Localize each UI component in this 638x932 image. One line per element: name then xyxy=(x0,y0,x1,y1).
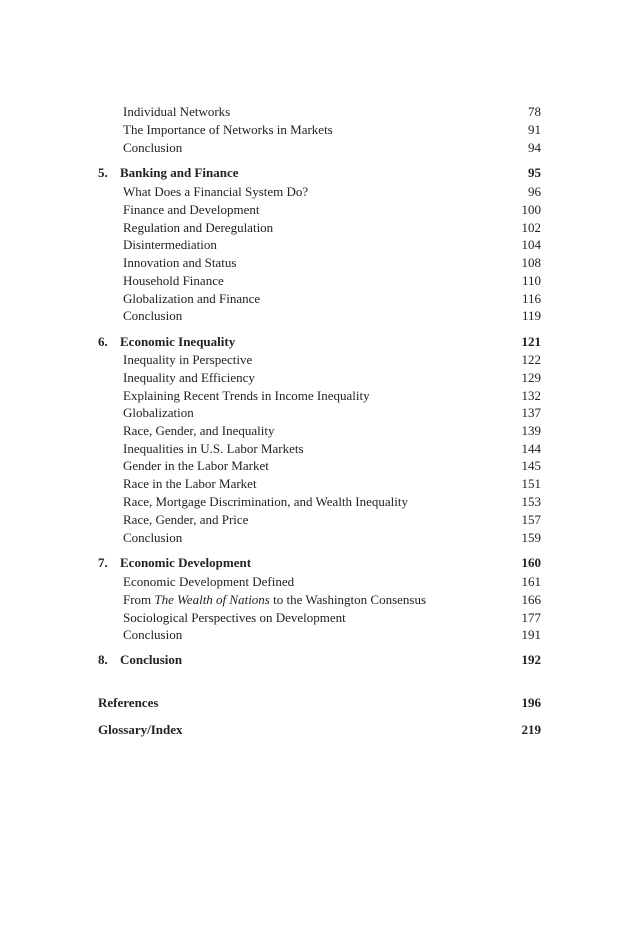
toc-backmatter-page: 219 xyxy=(521,722,541,737)
toc-entry xyxy=(0,609,638,627)
toc-chapter-page: 121 xyxy=(521,334,541,349)
toc-entry-page: 94 xyxy=(528,140,541,155)
toc-chapter-number: 7. xyxy=(98,555,108,570)
toc-chapter-title xyxy=(98,333,235,351)
toc-entry-page: 129 xyxy=(521,370,541,385)
toc-entry-title-italic: The Wealth of Nations xyxy=(154,592,270,607)
toc-entry xyxy=(0,219,638,237)
toc-entry-page: 161 xyxy=(521,574,541,589)
toc-entry xyxy=(0,139,638,157)
toc-entry-page: 166 xyxy=(521,592,541,607)
toc-chapter-page: 95 xyxy=(528,165,541,180)
toc-entry xyxy=(0,183,638,201)
toc-entry-title: Disintermediation xyxy=(123,237,217,252)
toc-backmatter-page: 196 xyxy=(521,695,541,710)
toc-entry-page: 159 xyxy=(521,530,541,545)
toc-entry-page: 139 xyxy=(521,423,541,438)
toc-entry xyxy=(0,103,638,121)
toc-entry-page: 78 xyxy=(528,104,541,119)
toc-chapter-number: 5. xyxy=(98,165,108,180)
toc-entry-title: Race, Mortgage Discrimination, and Wealth Inequality xyxy=(123,494,408,509)
toc-entry-page: 96 xyxy=(528,184,541,199)
toc-entry-title: Inequality in Perspective xyxy=(123,352,253,367)
toc-entry xyxy=(0,369,638,387)
toc-entry-title: Conclusion xyxy=(123,140,183,155)
toc-entry xyxy=(0,626,638,644)
toc-entry xyxy=(0,351,638,369)
toc-entry-page: 102 xyxy=(521,220,541,235)
toc-chapter-page: 192 xyxy=(521,652,541,667)
toc-entry-page: 108 xyxy=(521,255,541,270)
toc-entry xyxy=(0,307,638,325)
toc-entry xyxy=(0,201,638,219)
toc-entry-title: The Importance of Networks in Markets xyxy=(123,122,333,137)
toc-entry-page: 157 xyxy=(521,512,541,527)
toc-entry xyxy=(0,121,638,139)
toc-entry-page: 119 xyxy=(521,308,541,323)
toc-entry xyxy=(0,272,638,290)
toc-entry-page: 91 xyxy=(528,122,541,137)
toc-entry-page: 177 xyxy=(521,610,541,625)
toc-entry-title: Gender in the Labor Market xyxy=(123,458,269,473)
toc-chapter xyxy=(0,164,638,182)
toc-entry-page: 116 xyxy=(521,291,541,306)
toc-entry-title: Conclusion xyxy=(123,530,183,545)
toc-entry-title: Globalization and Finance xyxy=(123,291,261,306)
toc-entry-page: 153 xyxy=(521,494,541,509)
toc-entry xyxy=(0,236,638,254)
toc-entry xyxy=(0,475,638,493)
toc-chapter-number: 6. xyxy=(98,334,108,349)
toc-entry xyxy=(0,493,638,511)
toc-backmatter-title: Glossary/Index xyxy=(98,722,183,737)
toc-chapter-label: Economic Inequality xyxy=(120,334,236,349)
toc-chapter-number: 8. xyxy=(98,652,108,667)
toc-entry-page: 145 xyxy=(521,458,541,473)
toc-entry-title xyxy=(123,591,426,609)
toc-entry-title: Inequalities in U.S. Labor Markets xyxy=(123,441,304,456)
toc-entry-title: Finance and Development xyxy=(123,202,260,217)
toc-entry-title: Regulation and Deregulation xyxy=(123,220,274,235)
toc-chapter xyxy=(0,333,638,351)
toc-chapter-title xyxy=(98,554,251,572)
toc-chapter xyxy=(0,554,638,572)
toc-entry xyxy=(0,457,638,475)
toc-entry-title: Explaining Recent Trends in Income Inequality xyxy=(123,388,370,403)
toc-entry-title: Sociological Perspectives on Development xyxy=(123,610,346,625)
toc-entry-title-suffix: to the Washington Consensus xyxy=(269,592,427,607)
toc-entry-title-prefix: From xyxy=(123,592,155,607)
toc-entry-page: 151 xyxy=(521,476,541,491)
toc-entry xyxy=(0,404,638,422)
toc-entry-page: 144 xyxy=(521,441,541,456)
toc-entry-title: Race in the Labor Market xyxy=(123,476,257,491)
toc-chapter-label: Banking and Finance xyxy=(120,165,239,180)
toc-entry-page: 132 xyxy=(521,388,541,403)
toc-entry-title: Conclusion xyxy=(123,308,183,323)
toc-entry xyxy=(0,440,638,458)
toc-entry-page: 110 xyxy=(521,273,541,288)
toc-entry-title: Race, Gender, and Price xyxy=(123,512,249,527)
toc-entry xyxy=(0,290,638,308)
toc-entry-title: Household Finance xyxy=(123,273,224,288)
toc-entry-title: Innovation and Status xyxy=(123,255,237,270)
toc-backmatter-title: References xyxy=(98,695,159,710)
toc-entry-page: 100 xyxy=(521,202,541,217)
toc-backmatter xyxy=(0,721,638,739)
toc-chapter-label: Economic Development xyxy=(120,555,252,570)
toc-entry-title: Inequality and Efficiency xyxy=(123,370,255,385)
toc-entry-title: Globalization xyxy=(123,405,194,420)
toc-entry-title: What Does a Financial System Do? xyxy=(123,184,309,199)
toc-entry-page: 122 xyxy=(521,352,541,367)
toc-entry-title: Race, Gender, and Inequality xyxy=(123,423,275,438)
toc-chapter-label: Conclusion xyxy=(120,652,183,667)
toc-entry-page: 137 xyxy=(521,405,541,420)
toc-entry xyxy=(0,254,638,272)
toc-chapter-page: 160 xyxy=(521,555,541,570)
toc-chapter xyxy=(0,651,638,669)
toc-entry xyxy=(0,387,638,405)
toc-entry-page: 104 xyxy=(521,237,541,252)
toc-entry xyxy=(0,422,638,440)
toc-entry-title: Individual Networks xyxy=(123,104,231,119)
toc-entry xyxy=(0,529,638,547)
toc-entry-page: 191 xyxy=(521,627,541,642)
toc-entry-title: Economic Development Defined xyxy=(123,574,295,589)
toc-entry xyxy=(0,591,638,609)
toc-entry xyxy=(0,511,638,529)
toc-backmatter xyxy=(0,694,638,712)
toc-chapter-title xyxy=(98,651,182,669)
toc-entry xyxy=(0,573,638,591)
toc-chapter-title xyxy=(98,164,239,182)
toc-entry-title: Conclusion xyxy=(123,627,183,642)
